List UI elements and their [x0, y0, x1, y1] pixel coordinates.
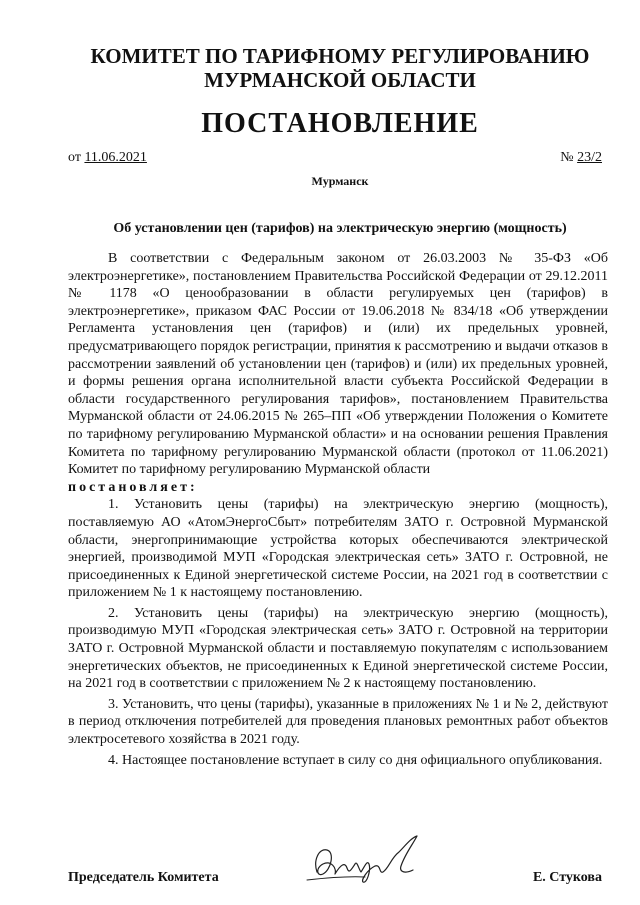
date-value: 11.06.2021 [84, 150, 147, 165]
document-body [68, 250, 608, 772]
number-value: 23/2 [577, 150, 602, 165]
item-paragraph-1: 1. Установить цены (тарифы) на электрическую энергию (мощность), поставляемую АО «АтомЭнергоСбыт» потребителям ЗАТО г. Островной Мурманской области, энергопринимающие устройства которых обеспечиваются электрической энергией, производимой МУП «Городская электрическая сеть» ЗАТО г. Островной, не присоединенных к Единой энергетической системе России, на 2021 год в соответствии с приложением № 1 к настоящему постановлению. [68, 497, 608, 601]
number-prefix: № [560, 150, 578, 165]
document-number [560, 150, 602, 166]
committee-name [60, 44, 620, 92]
handwritten-signature [305, 830, 445, 890]
document-subject: Об установлении цен (тарифов) на электрическую энергию (мощность) [113, 221, 567, 236]
resolve-word: постановляет: [68, 479, 198, 495]
committee-line-2: МУРМАНСКОЙ ОБЛАСТИ [204, 68, 476, 92]
document-type: ПОСТАНОВЛЕНИЕ [201, 108, 479, 139]
item-paragraph-4: 4. Настоящее постановление вступает в силу со дня официального опубликования. [108, 752, 603, 768]
date-prefix: от [68, 150, 85, 165]
signatory-position: Председатель Комитета [68, 870, 219, 885]
preamble-paragraph: В соответствии с Федеральным законом от 26.03.2003 № 35-ФЗ «Об электроэнергетике», постановлением Правительства Российской Федерации от 29.12.2011 № 1178 «О ценообразовании в области регулируемых цен (тарифов) в электроэнергетике», приказом ФАС России от 19.06.2018 № 834/18 «Об утверждении Регламента установления цен (тарифов) и (или) их предельных уровней, предусматривающего порядок регистрации, принятия к рассмотрению и выдачи отказов в рассмотрении заявлений об установлении цен (тарифов) и (или) их предельных уровней, и формы решения органа исполнительной власти субъекта Российской Федерации в области государственного регулирования тарифов», постановлением Правительства Мурманской области от 24.06.2015 № 265–ПП «Об утверждении Положения о Комитете по тарифному регулированию Мурманской области» и на основании решения Правления Комитета по тарифному регулированию Мурманской области (протокол от 11.06.2021) Комитет по тарифному регулированию Мурманской области [68, 251, 608, 478]
item-paragraph-3: 3. Установить, что цены (тарифы), указанные в приложениях № 1 и № 2, действуют в период отключения потребителей для проведения плановых ремонтных работ объектов электросетевого хозяйства в 2021 году. [68, 696, 608, 748]
signatory-name: Е. Стукова [532, 870, 602, 885]
document-date [68, 150, 147, 166]
city: Мурманск [311, 174, 369, 188]
committee-line-1: КОМИТЕТ ПО ТАРИФНОМУ РЕГУЛИРОВАНИЮ [90, 44, 590, 68]
item-paragraph-2: 2. Установить цены (тарифы) на электрическую энергию (мощность), производимую МУП «Городская электрическая сеть» ЗАТО г. Островной на территории ЗАТО г. Островной Мурманской области и поставляемую покупателям с использованием энергетических объектов, не присоединенных к Единой энергетической системе России, на 2021 год в соответствии с приложением № 2 к настоящему постановлению. [68, 605, 608, 692]
